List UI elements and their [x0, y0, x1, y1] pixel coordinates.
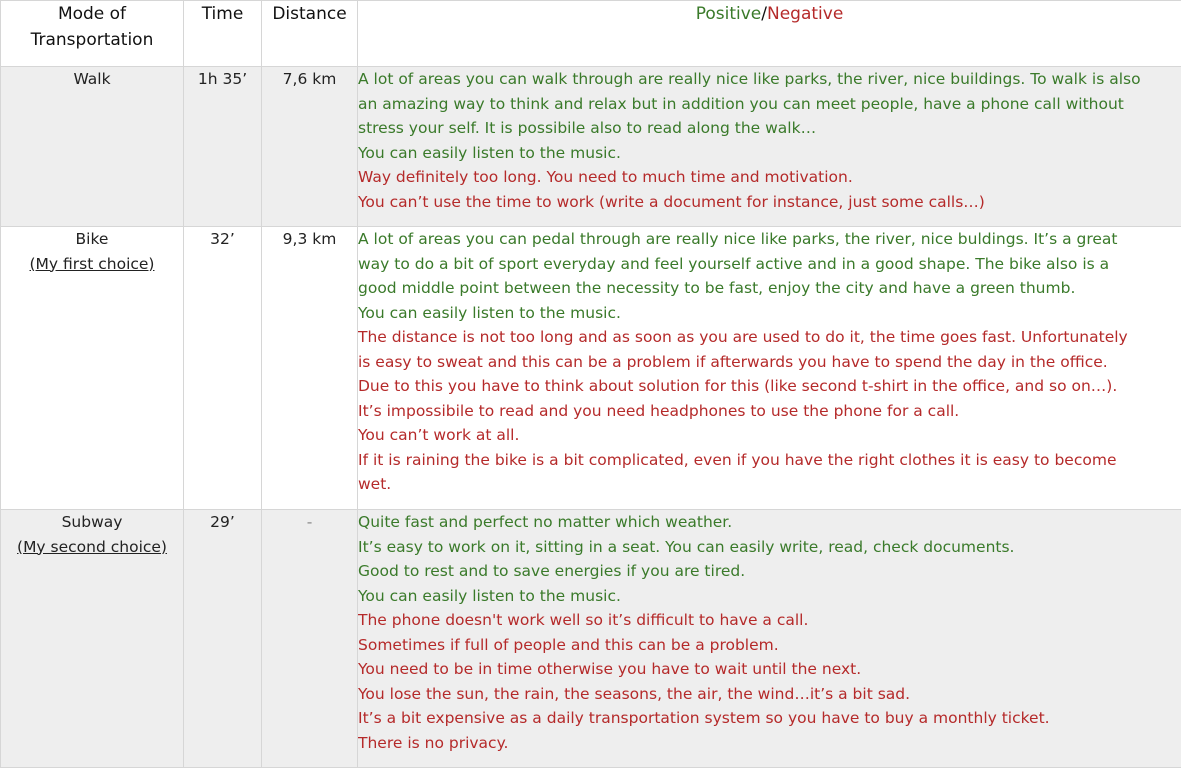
- positive-point: It’s easy to work on it, sitting in a seat. You can easily write, read, check documents.: [358, 537, 1015, 556]
- description-cell: [358, 227, 1181, 510]
- header-positive-label: Positive: [695, 4, 762, 24]
- distance-cell: 7,6 km: [262, 67, 358, 227]
- mode-label: Walk: [73, 70, 111, 88]
- negative-point: It’s a bit expensive as a daily transportation system so you have to buy a monthly ticket.: [358, 709, 1050, 727]
- header-mode-line1: Mode of: [57, 4, 127, 24]
- negative-point: Due to this you have to think about solution for this (like second t-shirt in the office, and so on…).: [358, 377, 1118, 395]
- time-cell: 32’: [184, 227, 262, 510]
- negative-point: You lose the sun, the rain, the seasons, the air, the wind…it’s a bit sad.: [358, 684, 911, 703]
- description-cell: [358, 67, 1181, 227]
- positive-point: Good to rest and to save energies if you are tired.: [358, 562, 746, 580]
- negative-point: The phone doesn't work well so it’s difficult to have a call.: [358, 611, 809, 629]
- header-mode: [1, 1, 184, 67]
- negative-point: You can’t use the time to work (write a document for instance, just some calls…): [358, 192, 985, 211]
- mode-label: Subway: [61, 513, 123, 531]
- negative-point: You can’t work at all.: [358, 426, 520, 444]
- positive-point: You can easily listen to the music.: [358, 303, 621, 322]
- mode-label: Bike: [75, 230, 109, 248]
- table-row: [1, 510, 1181, 768]
- negative-point: is easy to sweat and this can be a problem if afterwards you have to spend the day in the office.: [358, 352, 1108, 371]
- choice-note: (My first choice): [29, 254, 155, 273]
- time-cell: 29’: [184, 510, 262, 768]
- mode-cell: [1, 227, 184, 510]
- positive-point: stress your self. It is possibile also to read along the walk…: [358, 119, 817, 137]
- negative-point: Sometimes if full of people and this can be a problem.: [358, 635, 779, 654]
- distance-cell: -: [262, 510, 358, 768]
- negative-point: The distance is not too long and as soon as you are used to do it, the time goes fast. Unfortunately: [358, 328, 1128, 346]
- header-distance-label: Distance: [272, 4, 347, 24]
- mode-cell: [1, 67, 184, 227]
- negative-point: You need to be in time otherwise you have to wait until the next.: [358, 660, 862, 678]
- description-cell: [358, 510, 1181, 768]
- time-cell: 1h 35’: [184, 67, 262, 227]
- header-distance: [262, 1, 358, 67]
- positive-point: good middle point between the necessity to be fast, enjoy the city and have a green thumb.: [358, 279, 1076, 297]
- distance-cell: 9,3 km: [262, 227, 358, 510]
- positive-point: You can easily listen to the music.: [358, 143, 621, 162]
- header-mode-line2: Transportation: [30, 30, 154, 50]
- choice-note: (My second choice): [17, 537, 167, 556]
- positive-point: way to do a bit of sport everyday and feel yourself active and in a good shape. The bike also is a: [358, 254, 1110, 273]
- negative-point: wet.: [358, 475, 392, 493]
- positive-point: You can easily listen to the music.: [358, 586, 621, 605]
- header-positive-negative: [358, 1, 1181, 67]
- header-negative-label: Negative: [766, 4, 844, 24]
- negative-point: If it is raining the bike is a bit complicated, even if you have the right clothes it is easy to become: [358, 450, 1117, 469]
- header-time: [184, 1, 262, 67]
- positive-point: A lot of areas you can pedal through are really nice like parks, the river, nice buldings. It’s a great: [358, 230, 1118, 248]
- negative-point: There is no privacy.: [358, 733, 509, 752]
- positive-point: Quite fast and perfect no matter which weather.: [358, 513, 733, 531]
- mode-cell: [1, 510, 184, 768]
- negative-point: Way definitely too long. You need to much time and motivation.: [358, 168, 853, 186]
- positive-point: an amazing way to think and relax but in addition you can meet people, have a phone call without: [358, 94, 1124, 113]
- header-separator: /: [761, 4, 767, 24]
- header-time-label: Time: [201, 4, 244, 24]
- table-row: [1, 227, 1181, 510]
- header-row: [1, 1, 1181, 67]
- table-row: [1, 67, 1181, 227]
- positive-point: A lot of areas you can walk through are really nice like parks, the river, nice buildings. To walk is also: [358, 70, 1141, 88]
- negative-point: It’s impossibile to read and you need headphones to use the phone for a call.: [358, 401, 960, 420]
